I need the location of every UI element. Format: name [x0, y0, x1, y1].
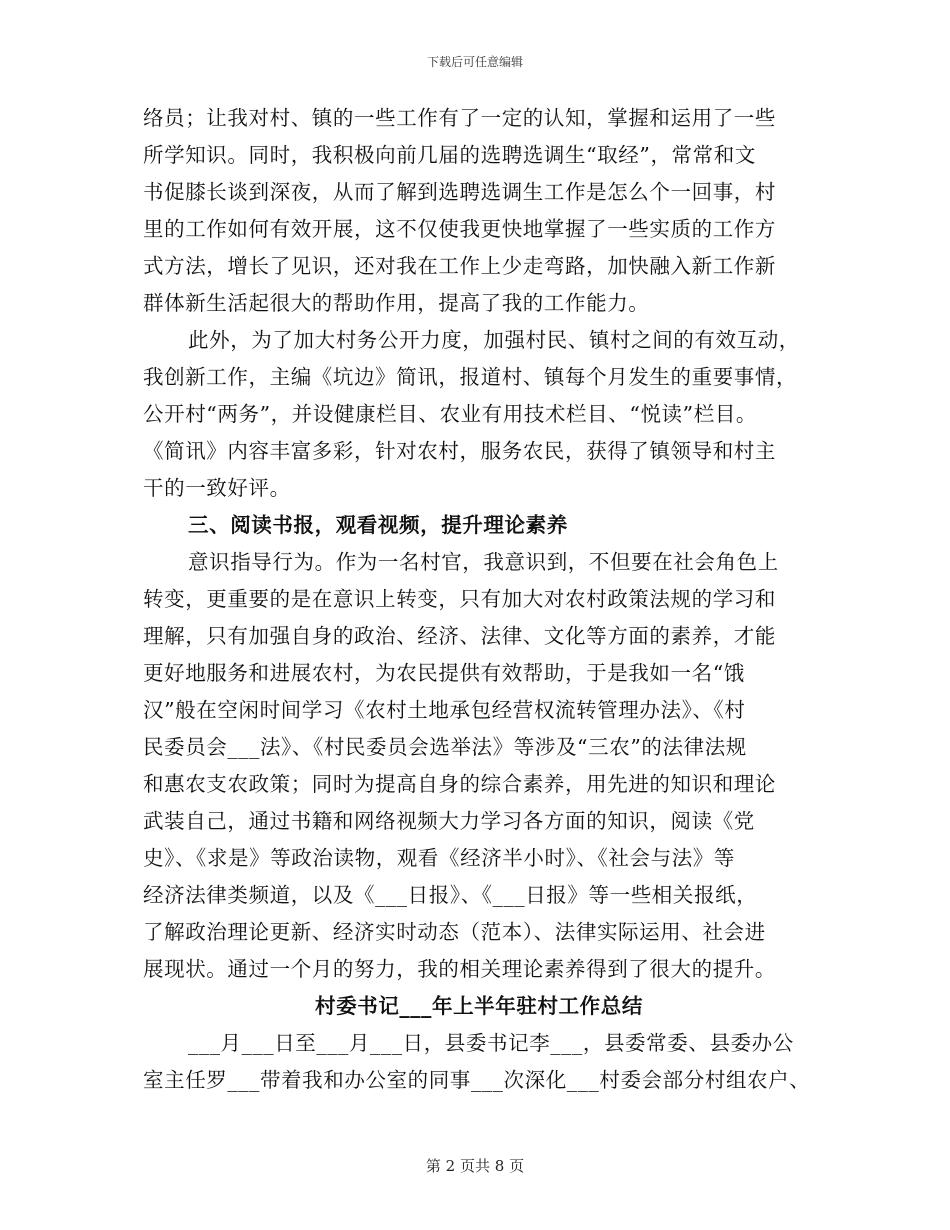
text-line: 此外，为了加大村务公开力度，加强村民、镇村之间的有效互动，	[188, 328, 800, 352]
text-line: 里的工作如何有效开展，这不仅使我更快地掌握了一些实质的工作方	[143, 217, 776, 241]
page-footer: 第 2 页共 8 页	[425, 1157, 525, 1175]
text-line: 络员；让我对村、镇的一些工作有了一定的认知，掌握和运用了一些	[143, 106, 776, 130]
text-line: 汉”般在空闲时间学习《农村土地承包经营权流转管理办法》、《村	[143, 698, 746, 722]
text-line: 书促膝长谈到深夜，从而了解到选聘选调生工作是怎么个一回事，村	[143, 180, 776, 204]
text-line: 意识指导行为。作为一名村官，我意识到，不但要在社会角色上	[188, 550, 779, 574]
text-line: 更好地服务和进展农村，为农民提供有效帮助，于是我如一名“饿	[143, 661, 745, 685]
text-line: 了解政治理论更新、经济实时动态（范本）、法律实际运用、社会进	[143, 920, 766, 944]
text-line: 式方法，增长了见识，还对我在工作上少走弯路，加快融入新工作新	[143, 254, 776, 278]
section-heading: 三、阅读书报，观看视频，提升理论素养	[188, 513, 568, 537]
text-line: 干的一致好评。	[143, 476, 291, 500]
text-line: 展现状。通过一个月的努力，我的相关理论素养得到了很大的提升。	[143, 957, 776, 981]
text-line: 武装自己，通过书籍和网络视频大力学习各方面的知识，阅读《党	[143, 809, 755, 833]
text-line: 理解，只有加强自身的政治、经济、法律、文化等方面的素养，才能	[143, 624, 776, 648]
text-line: 民委员会___法》、《村民委员会选举法》等涉及“三农”的法律法规	[143, 735, 747, 759]
text-line: 室主任罗___带着我和办公室的同事___次深化___村委会部分村组农户、	[143, 1068, 811, 1092]
text-line: 《简讯》内容丰富多彩，针对农村，服务农民，获得了镇领导和村主	[143, 439, 776, 463]
text-line: 所学知识。同时，我积极向前几届的选聘选调生“取经”，常常和文	[143, 143, 756, 167]
text-line: 史》、《求是》等政治读物，观看《经济半小时》、《社会与法》等	[143, 846, 735, 870]
text-line: 公开村“两务”，并设健康栏目、农业有用技术栏目、“悦读”栏目。	[143, 402, 758, 426]
document-body	[143, 100, 815, 1099]
document-title: 村委书记___年上半年驻村工作总结	[315, 994, 643, 1018]
text-line: 我创新工作，主编《坑边》简讯，报道村、镇每个月发生的重要事情，	[143, 365, 798, 389]
text-line: ___月___日至___月___日，县委书记李___，县委常委、县委办公	[188, 1031, 794, 1055]
text-line: 经济法律类频道，以及《___日报》、《___日报》等一些相关报纸，	[143, 883, 758, 907]
text-line: 转变，更重要的是在意识上转变，只有加大对农村政策法规的学习和	[143, 587, 776, 611]
page-header: 下载后可任意编辑	[426, 55, 523, 69]
text-line: 群体新生活起很大的帮助作用，提高了我的工作能力。	[143, 291, 650, 315]
text-line: 和惠农支农政策；同时为提高自身的综合素养，用先进的知识和理论	[143, 772, 776, 796]
